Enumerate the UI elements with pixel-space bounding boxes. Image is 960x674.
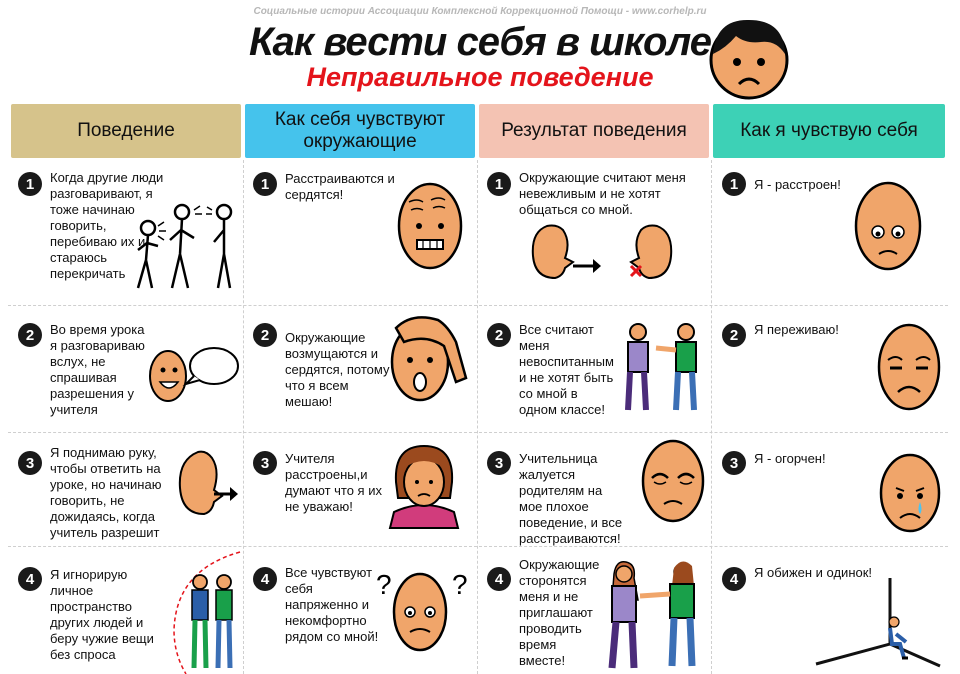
behavior-text: Когда другие люди разговаривают, я тоже начинаю говорить, перебиваю их и стараюсь перекричать xyxy=(50,170,164,281)
svg-text:?: ? xyxy=(376,569,392,600)
alone-in-corner-icon xyxy=(816,578,940,670)
row-number-badge: 2 xyxy=(487,323,511,347)
others-text: Расстраиваются и сердятся! xyxy=(285,171,395,202)
row-number-badge: 1 xyxy=(722,172,746,196)
row-number-badge: 1 xyxy=(253,172,277,196)
turning-away-faces-icon xyxy=(527,222,677,282)
worried-sad-face-icon xyxy=(876,322,942,412)
result-text: Окружающие сторонятся меня и не приглашают проводить время вместе! xyxy=(519,557,600,668)
result-text: Все считают меня невоспитанным и не хотят быть со мной в одном классе! xyxy=(519,322,614,417)
row-number-badge: 4 xyxy=(487,567,511,591)
row-number-badge: 3 xyxy=(253,451,277,475)
row-divider xyxy=(8,305,948,306)
row-number-badge: 4 xyxy=(722,567,746,591)
personal-space-boundary-icon xyxy=(166,550,242,674)
behavior-text: Я поднимаю руку, чтобы ответить на уроке, но начинаю говорить, не дожидаясь, когда учитель разрешит xyxy=(50,445,162,540)
row-number-badge: 2 xyxy=(18,323,42,347)
me-text: Я - огорчен! xyxy=(754,451,826,466)
column-divider xyxy=(477,160,478,674)
row-number-badge: 1 xyxy=(487,172,511,196)
me-text: Я переживаю! xyxy=(754,322,839,337)
people-arguing-icon xyxy=(128,198,240,294)
sad-teacher-icon xyxy=(380,442,468,528)
pushing-away-icon xyxy=(598,556,706,672)
page-subtitle: Неправильное поведение xyxy=(306,62,654,92)
row-divider xyxy=(8,546,948,547)
row-number-badge: 2 xyxy=(722,323,746,347)
svg-text:?: ? xyxy=(452,569,468,600)
header-i-feel: Как я чувствую себя xyxy=(713,104,945,158)
others-text: Все чувствуют себя напряженно и некомфортно рядом со мной! xyxy=(285,565,379,644)
confused-face-icon xyxy=(374,566,470,656)
talking-face-icon xyxy=(148,344,240,404)
speaking-profile-icon xyxy=(176,448,240,520)
row-number-badge: 3 xyxy=(722,451,746,475)
row-number-badge: 1 xyxy=(18,172,42,196)
crying-face-icon xyxy=(640,438,706,524)
row-divider xyxy=(8,432,948,433)
behavior-text: Во время урока я разговариваю вслух, не спрашивая разрешения у учителя xyxy=(50,322,145,417)
row-number-badge: 3 xyxy=(18,451,42,475)
others-text: Окружающие возмущаются и сердятся, потому что я всем мешаю! xyxy=(285,330,390,409)
me-text: Я - расстроен! xyxy=(754,177,841,192)
page-title: Как вести себя в школе xyxy=(248,20,712,64)
behavior-text: Я игнорирую личное пространство других людей и беру чужие вещи без спроса xyxy=(50,567,154,662)
credit-line: Социальные истории Ассоциации Комплексной Коррекционной Помощи - www.corhelp.ru xyxy=(253,6,707,17)
result-text: Учительница жалуется родителям на мое плохое поведение, и все расстраиваются! xyxy=(519,451,623,546)
result-text: Окружающие считают меня невежливым и не хотят общаться со мной. xyxy=(519,170,686,217)
row-number-badge: 3 xyxy=(487,451,511,475)
worried-face-icon xyxy=(395,180,465,270)
header-behavior: Поведение xyxy=(11,104,241,158)
annoyed-face-icon xyxy=(386,312,468,402)
row-number-badge: 4 xyxy=(18,567,42,591)
row-number-badge: 2 xyxy=(253,323,277,347)
header-others-feel: Как себя чувствуют окружающие xyxy=(245,104,475,158)
two-people-rejecting-icon xyxy=(618,320,708,414)
tearful-face-icon xyxy=(878,452,942,534)
row-number-badge: 4 xyxy=(253,567,277,591)
header-result: Результат поведения xyxy=(479,104,709,158)
others-text: Учителя расстроены,и думают что я их не уважаю! xyxy=(285,451,382,514)
upset-face-icon xyxy=(852,180,924,272)
column-divider xyxy=(243,160,244,674)
column-divider xyxy=(711,160,712,674)
me-text: Я обижен и одинок! xyxy=(754,565,873,580)
sad-boy-avatar-icon xyxy=(706,14,792,100)
